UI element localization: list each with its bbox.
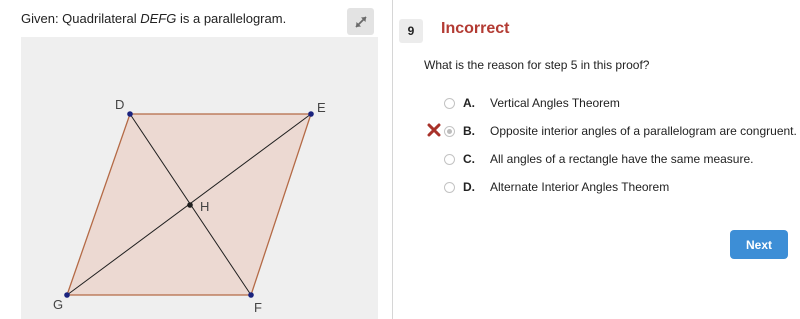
given-shape-name: DEFG [140,11,177,26]
given-suffix: is a parallelogram. [176,11,287,26]
figure-panel [0,0,392,319]
choice-d-radio[interactable] [444,182,455,193]
choice-d-letter: D. [463,180,475,194]
incorrect-x-icon [426,122,442,138]
choice-d[interactable] [393,178,800,198]
label-D: D [115,97,125,112]
choice-a-letter: A. [463,96,475,110]
choice-b-radio[interactable] [444,126,455,137]
choice-c-text: All angles of a rectangle have the same measure. [490,152,754,166]
choice-b-letter: B. [463,124,475,138]
question-prompt: What is the reason for step 5 in this proof? [424,58,650,72]
result-status: Incorrect [441,20,510,37]
expand-button[interactable] [347,8,374,35]
given-statement [21,11,286,26]
choice-c-radio[interactable] [444,154,455,165]
choice-b-text: Opposite interior angles of a parallelogram are congruent. [490,124,797,138]
expand-arrows-icon [353,14,369,30]
label-G: G [53,297,64,312]
parallelogram-diagram [21,37,378,319]
question-panel [393,0,800,319]
question-number: 9 [399,19,423,43]
label-H: H [200,199,210,214]
point-D [127,111,133,117]
choice-b[interactable] [393,122,800,142]
next-button[interactable]: Next [730,230,788,259]
point-F [248,292,254,298]
label-E: E [317,100,326,115]
point-E [308,111,314,117]
given-prefix: Given: Quadrilateral [21,11,141,26]
choice-c[interactable] [393,150,800,170]
choice-a-radio[interactable] [444,98,455,109]
choice-a-text: Vertical Angles Theorem [490,96,620,110]
point-G [64,292,70,298]
parallelogram-figure [21,37,378,319]
choice-c-letter: C. [463,152,475,166]
choice-a[interactable] [393,94,800,114]
choice-d-text: Alternate Interior Angles Theorem [490,180,670,194]
point-H [187,202,193,208]
label-F: F [254,300,262,315]
